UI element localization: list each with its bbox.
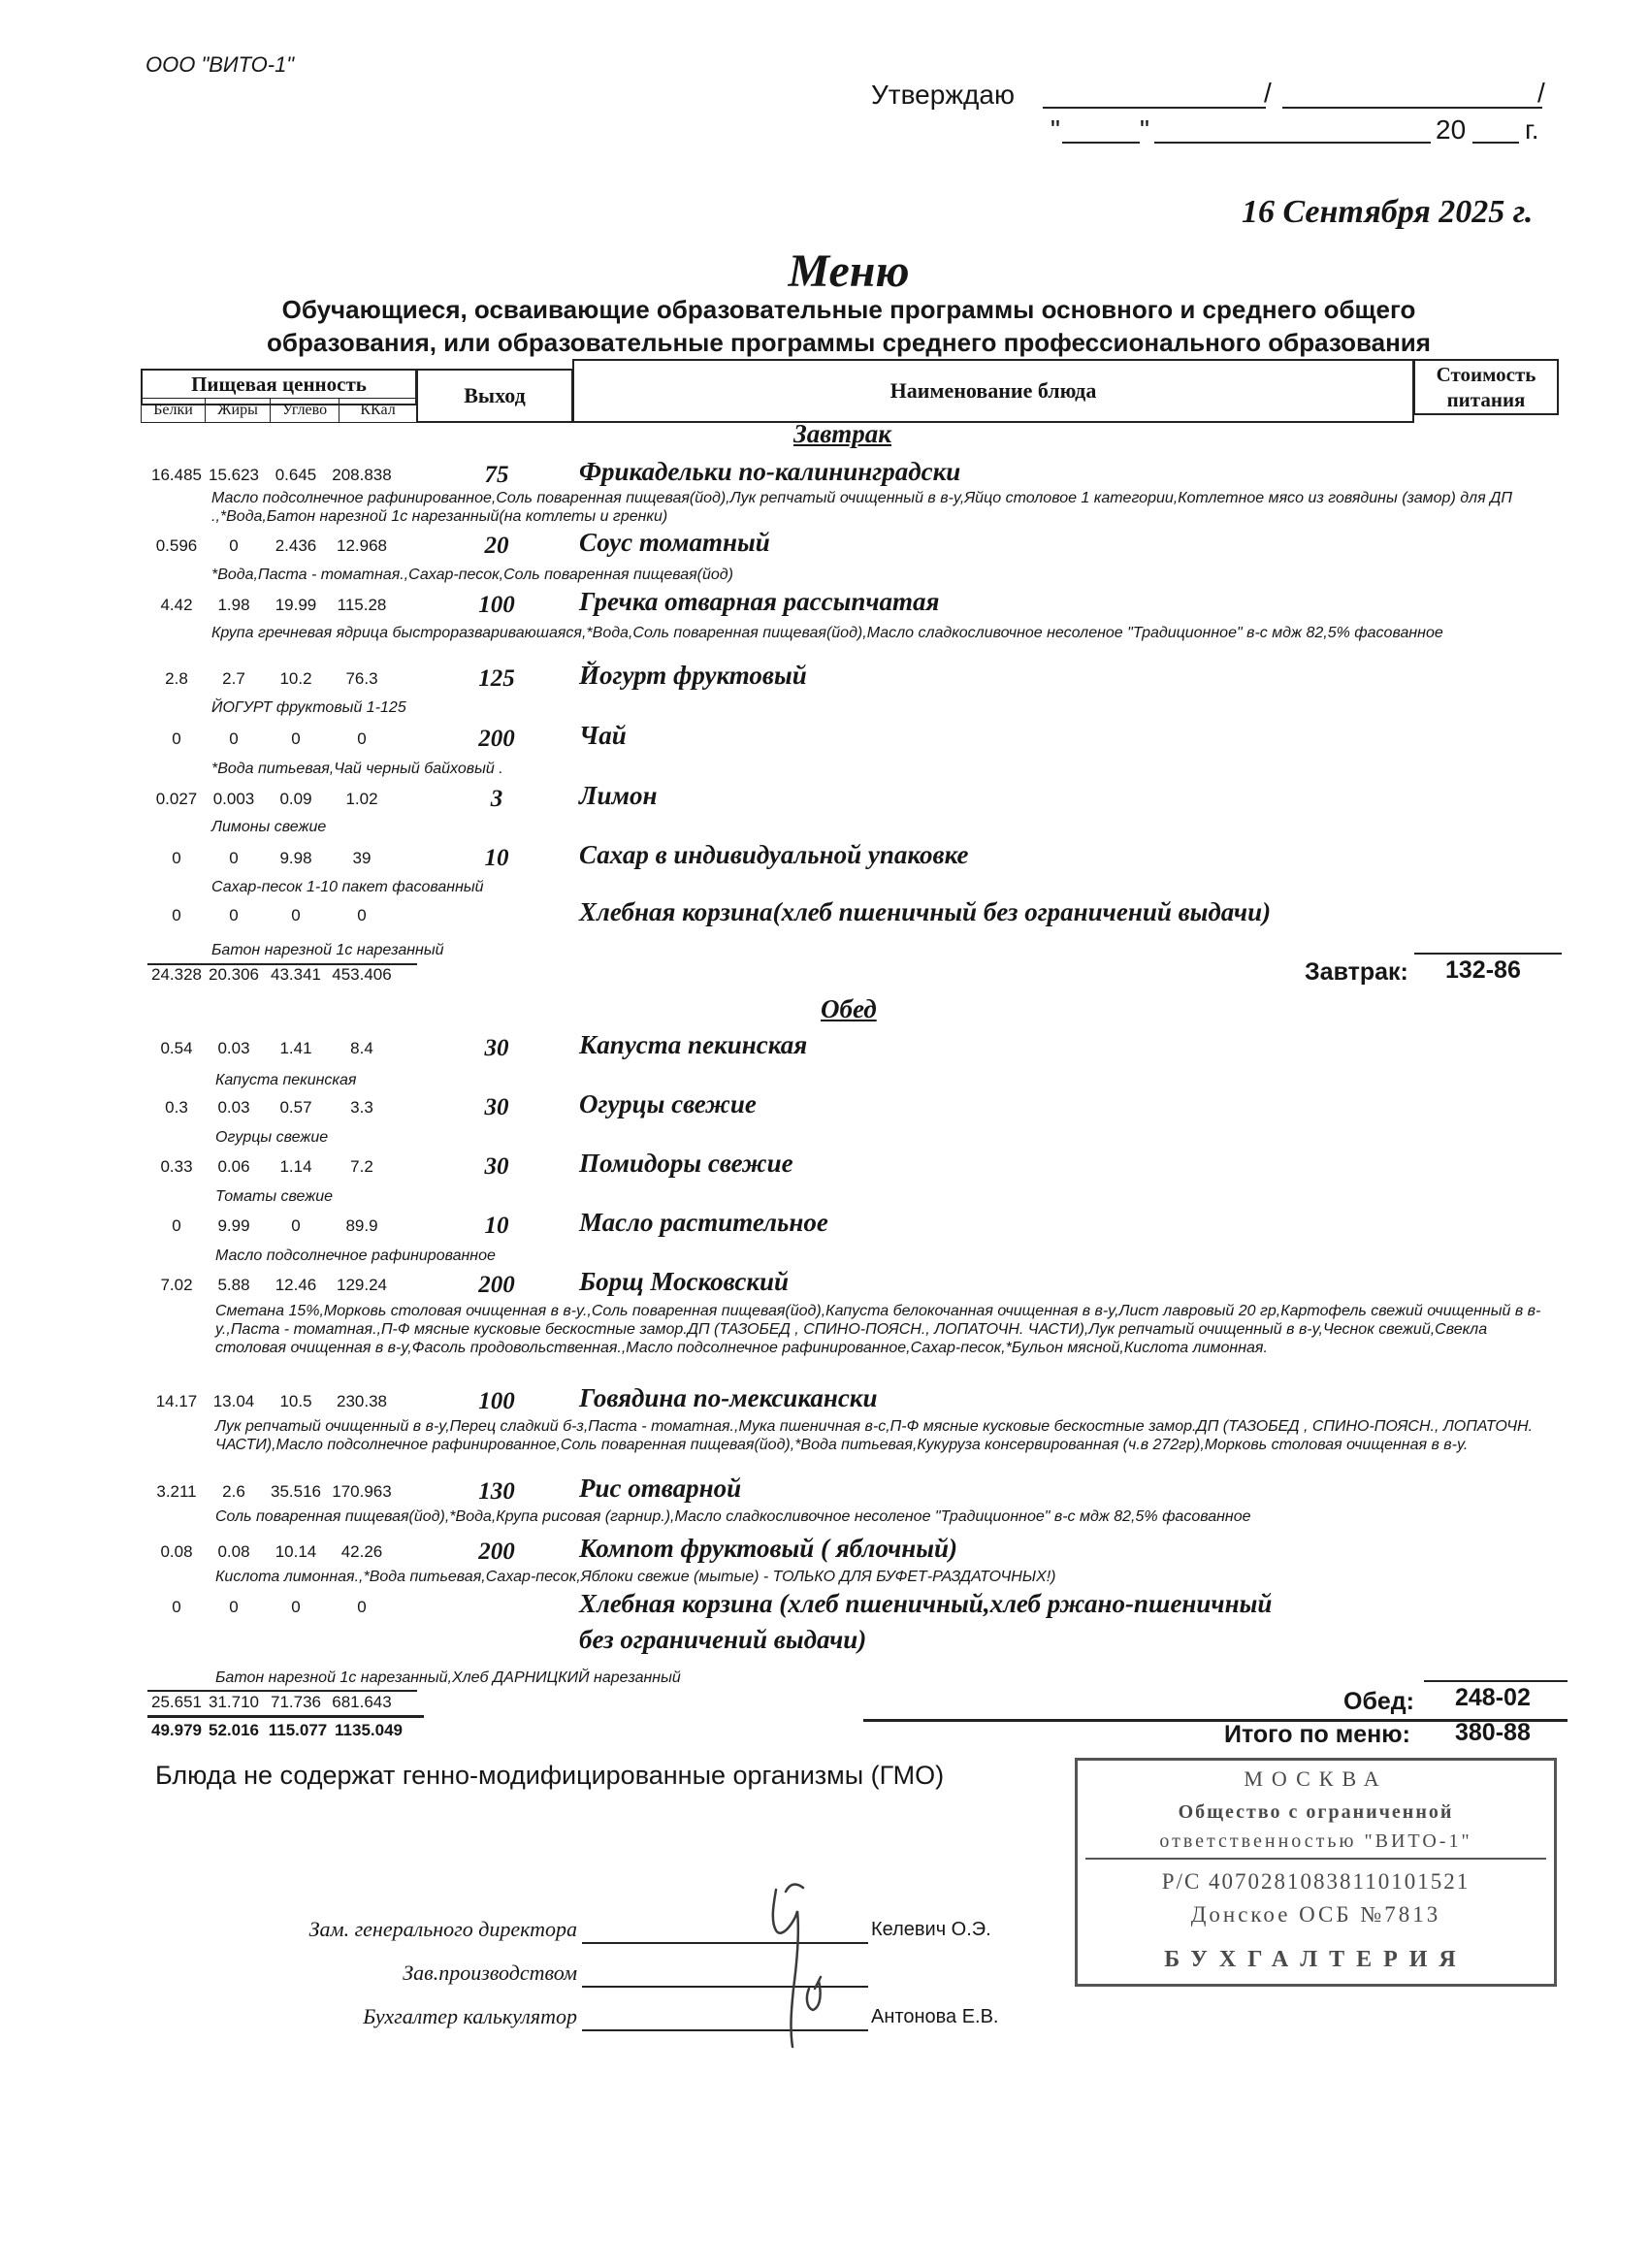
- item-dish-name: Сахар в индивидуальной упаковке: [579, 840, 969, 869]
- item-proteins: 0.3: [165, 1098, 188, 1117]
- item-yield: 100: [478, 592, 515, 618]
- item-carbs: 0: [291, 1216, 301, 1235]
- item-carbs: 9.98: [279, 849, 312, 867]
- lunch-sum-value: 248-02: [1455, 1684, 1531, 1711]
- stamp-line-1: МОСКВА: [1244, 1766, 1388, 1791]
- item-proteins: 7.02: [160, 1276, 193, 1294]
- item-fats: 13.04: [212, 1392, 255, 1410]
- gmo-note: Блюда не содержат генно-модифицированные организмы (ГМО): [155, 1761, 945, 1790]
- approve-name-line: [1282, 107, 1542, 109]
- item-carbs: 0: [291, 729, 301, 748]
- item-yield: 130: [478, 1478, 515, 1505]
- grand-total-kcal: 1135.049: [335, 1721, 403, 1739]
- item-kcal: 208.838: [332, 466, 392, 484]
- item-kcal: 129.24: [337, 1276, 387, 1294]
- item-proteins: 0.08: [160, 1542, 193, 1561]
- item-dish-name: Фрикадельки по-калининградски: [579, 457, 961, 486]
- item-proteins: 0: [172, 729, 181, 748]
- stamp-line-4: Р/С 40702810838110101521: [1161, 1869, 1471, 1894]
- item-proteins: 0.027: [155, 790, 198, 808]
- item-fats: 0: [229, 849, 239, 867]
- breakfast-sum-line: [1414, 953, 1562, 955]
- header-cost: [1413, 359, 1559, 415]
- menu-date: 16 Сентября 2025 г.: [1242, 194, 1534, 230]
- item-ingredients: Кислота лимонная.,*Вода питьевая,Сахар-песок,Яблоки свежие (мытые) - ТОЛЬКО ДЛЯ БУФЕТ-РАЗДАТОЧНЫХ!): [215, 1569, 1056, 1585]
- item-dish-name: Соус томатный: [579, 528, 770, 557]
- grand-total-fats: 52.016: [209, 1721, 259, 1739]
- item-fats: 1.98: [217, 596, 250, 614]
- item-kcal: 1.02: [345, 790, 378, 808]
- item-dish-name: Хлебная корзина(хлеб пшеничный без ограничений выдачи): [579, 897, 1272, 926]
- item-dish-name: Масло растительное: [579, 1208, 828, 1237]
- approve-label: Утверждаю: [871, 80, 1015, 110]
- item-proteins: 2.8: [165, 669, 188, 688]
- header-cost-line1: Стоимость: [1436, 363, 1536, 386]
- item-ingredients: *Вода,Паста - томатная.,Сахар-песок,Соль поваренная пищевая(йод): [211, 567, 733, 583]
- item-ingredients: Огурцы свежие: [215, 1129, 329, 1146]
- item-dish-name: Компот фруктовый ( яблочный): [579, 1534, 958, 1563]
- lunch-total-proteins: 25.651: [151, 1693, 202, 1711]
- item-proteins: 4.42: [160, 596, 193, 614]
- stamp-divider: [1085, 1858, 1546, 1860]
- item-dish-name: Гречка отварная рассыпчатая: [579, 587, 940, 616]
- item-dish-name: Капуста пекинская: [579, 1030, 808, 1059]
- grand-totals-line: [147, 1715, 424, 1718]
- item-ingredients: Соль поваренная пищевая(йод),*Вода,Крупа рисовая (гарнир.),Масло сладкосливочное несоленое "Традиционное" в-с мдж 82,5% фасованное: [215, 1508, 1251, 1525]
- header-kcal: ККал: [339, 398, 417, 423]
- item-kcal: 0: [357, 1598, 367, 1616]
- header-yield: Выход: [416, 369, 573, 423]
- item-ingredients: Батон нарезной 1с нарезанный: [211, 942, 444, 958]
- item-fats: 0.03: [217, 1039, 250, 1057]
- item-carbs: 12.46: [275, 1276, 317, 1294]
- grand-total-carbs: 115.077: [268, 1721, 328, 1739]
- item-carbs: 10.5: [279, 1392, 312, 1410]
- item-ingredients: Масло подсолнечное рафинированное: [215, 1247, 496, 1264]
- lunch-totals-line: [147, 1690, 417, 1692]
- item-proteins: 0: [172, 906, 181, 924]
- item-kcal: 230.38: [337, 1392, 387, 1410]
- item-kcal: 115.28: [337, 596, 387, 614]
- item-kcal: 76.3: [345, 669, 378, 688]
- signature-role-2: Зав.производством: [403, 1960, 577, 1985]
- item-kcal: 12.968: [337, 536, 387, 555]
- stamp-line-3: ответственностью "ВИТО-1": [1159, 1831, 1472, 1852]
- header-fats: Жиры: [205, 398, 271, 423]
- total-value: 380-88: [1455, 1719, 1531, 1746]
- item-proteins: 3.211: [156, 1482, 197, 1501]
- item-carbs: 10.14: [275, 1542, 317, 1561]
- breakfast-title: Завтрак: [793, 419, 891, 448]
- item-yield: 200: [478, 726, 515, 752]
- item-yield: 200: [478, 1539, 515, 1565]
- lunch-sum-label: Обед:: [1343, 1688, 1414, 1715]
- item-fats: 0: [229, 906, 239, 924]
- item-ingredients: Сметана 15%,Морковь столовая очищенная в в-у.,Соль поваренная пищевая(йод),Капуста белокочанная очищенная в в-у,Лист лавровый 20 гр,Картофель свежий очищенный в в-у.,Паста - томатная.,П-Ф мясные кусковые бескостные замор.ДП (ТАЗОБЕД , СПИНО-ПОЯСН., ЛОПАТОЧН. ЧАСТИ),Лук репчатый очищенный в в-у,Чеснок свежий,Свекла столовая очищенная в в-у,Фасоль продовольственная.,Масло подсолнечное рафинированное,Сахар-песок,*Бульон мясной,Кислота лимонная.: [215, 1303, 1541, 1356]
- item-fats: 15.623: [209, 466, 259, 484]
- item-carbs: 0.57: [279, 1098, 312, 1117]
- approve-signature-line: [1043, 107, 1266, 109]
- item-proteins: 14.17: [155, 1392, 198, 1410]
- year-prefix: 20: [1436, 114, 1467, 145]
- stamp-line-6: БУХГАЛТЕРИЯ: [1164, 1947, 1468, 1972]
- breakfast-total-fats: 20.306: [209, 965, 259, 984]
- item-fats: 5.88: [217, 1276, 250, 1294]
- item-kcal: 42.26: [340, 1542, 383, 1561]
- lunch-total-carbs: 71.736: [271, 1693, 321, 1711]
- item-dish-name: Лимон: [579, 781, 658, 810]
- item-proteins: 0.54: [160, 1039, 193, 1057]
- item-fats: 0: [229, 729, 239, 748]
- item-kcal: 0: [357, 729, 367, 748]
- item-fats: 0.08: [217, 1542, 250, 1561]
- item-ingredients: *Вода питьевая,Чай черный байховый .: [211, 761, 503, 777]
- lunch-total-kcal: 681.643: [332, 1693, 392, 1711]
- subtitle-line-1: Обучающиеся, осваивающие образовательные программы основного и среднего общего: [281, 295, 1416, 324]
- item-ingredients: Томаты свежие: [215, 1188, 334, 1205]
- item-kcal: 7.2: [350, 1157, 373, 1176]
- item-yield: 10: [484, 1213, 509, 1239]
- year-suffix: г.: [1525, 114, 1539, 145]
- date-quote-close: ": [1140, 114, 1149, 145]
- date-quote-open: ": [1051, 114, 1060, 145]
- company-name: ООО "ВИТО-1": [146, 52, 295, 77]
- breakfast-total-carbs: 43.341: [271, 965, 321, 984]
- item-ingredients: Лимоны свежие: [211, 819, 327, 835]
- company-stamp: [1075, 1758, 1557, 1987]
- item-kcal: 0: [357, 906, 367, 924]
- item-proteins: 0: [172, 849, 181, 867]
- lunch-total-fats: 31.710: [209, 1693, 259, 1711]
- item-dish-name: Помидоры свежие: [579, 1149, 793, 1178]
- signature-role-1: Зам. генерального директора: [308, 1917, 577, 1941]
- item-yield: 30: [484, 1035, 509, 1061]
- signature-name-3: Антонова Е.В.: [871, 2006, 999, 2027]
- lunch-sum-line: [1424, 1680, 1568, 1682]
- header-proteins: Белки: [141, 398, 206, 423]
- item-carbs: 1.41: [279, 1039, 312, 1057]
- item-proteins: 16.485: [151, 466, 202, 484]
- item-ingredients: Капуста пекинская: [215, 1072, 357, 1088]
- signature-role-3: Бухгалтер калькулятор: [363, 2004, 577, 2028]
- item-carbs: 0: [291, 1598, 301, 1616]
- header-cost-line2: питания: [1446, 388, 1526, 411]
- item-kcal: 39: [352, 849, 372, 867]
- item-carbs: 0.09: [279, 790, 312, 808]
- item-dish-name: Огурцы свежие: [579, 1089, 757, 1118]
- approve-slash: /: [1264, 78, 1272, 108]
- item-ingredients: Крупа гречневая ядрица быстроразвариваюшаяся,*Вода,Соль поваренная пищевая(йод),Масло сладкосливочное несоленое "Традиционное" в-с мдж 82,5% фасованное: [211, 625, 1443, 641]
- item-yield: 100: [478, 1388, 515, 1414]
- page-title: Меню: [788, 245, 910, 297]
- item-dish-name: Рис отварной: [579, 1474, 742, 1503]
- year-line: [1472, 142, 1519, 144]
- item-yield: 30: [484, 1153, 509, 1180]
- item-carbs: 2.436: [275, 536, 317, 555]
- item-carbs: 35.516: [271, 1482, 321, 1501]
- item-proteins: 0.596: [155, 536, 198, 555]
- item-yield: 20: [484, 533, 509, 559]
- breakfast-sum-value: 132-86: [1445, 956, 1521, 984]
- item-proteins: 0: [172, 1216, 181, 1235]
- item-ingredients: ЙОГУРТ фруктовый 1-125: [211, 699, 406, 716]
- item-fats: 2.6: [222, 1482, 245, 1501]
- item-carbs: 10.2: [279, 669, 312, 688]
- subtitle-line-2: образования, или образовательные программы среднего профессионального образования: [267, 328, 1431, 357]
- item-fats: 0: [229, 536, 239, 555]
- item-yield: 200: [478, 1272, 515, 1298]
- item-kcal: 89.9: [345, 1216, 378, 1235]
- item-carbs: 1.14: [279, 1157, 312, 1176]
- item-kcal: 170.963: [332, 1482, 392, 1501]
- item-fats: 9.99: [217, 1216, 250, 1235]
- item-ingredients: Сахар-песок 1-10 пакет фасованный: [211, 879, 484, 895]
- breakfast-total-kcal: 453.406: [332, 965, 392, 984]
- item-dish-name: Борщ Московский: [579, 1267, 790, 1296]
- header-dish-name: Наименование блюда: [572, 359, 1414, 423]
- item-carbs: 0.645: [275, 466, 317, 484]
- item-fats: 0.003: [212, 790, 255, 808]
- handwritten-signature: [747, 1863, 863, 2057]
- item-carbs: 0: [291, 906, 301, 924]
- item-kcal: 3.3: [350, 1098, 373, 1117]
- item-yield: 3: [490, 786, 503, 812]
- approve-slash-end: /: [1537, 78, 1545, 108]
- date-day-line: [1062, 142, 1140, 144]
- grand-total-proteins: 49.979: [151, 1721, 202, 1739]
- item-proteins: 0: [172, 1598, 181, 1616]
- item-proteins: 0.33: [160, 1157, 193, 1176]
- item-fats: 0: [229, 1598, 239, 1616]
- item-ingredients: Масло подсолнечное рафинированное,Соль поваренная пищевая(йод),Лук репчатый очищенный в в-у,Яйцо столовое 1 категории,Котлетное мясо из говядины (замор) для ДП .,*Вода,Батон нарезной 1с нарезанный(на котлеты и гренки): [211, 490, 1512, 525]
- stamp-line-5: Донское ОСБ №7813: [1190, 1902, 1441, 1927]
- header-nutrition: Пищевая ценность: [141, 369, 417, 405]
- item-dish-name: Йогурт фруктовый: [579, 661, 807, 690]
- item-dish-name: Чай: [579, 721, 627, 750]
- date-month-line: [1154, 142, 1431, 144]
- item-dish-name-line2: без ограничений выдачи): [579, 1625, 867, 1654]
- item-fats: 0.06: [217, 1157, 250, 1176]
- item-yield: 30: [484, 1094, 509, 1120]
- stamp-line-2: Общество с ограниченной: [1178, 1801, 1454, 1823]
- signature-name-1: Келевич О.Э.: [871, 1919, 991, 1940]
- item-dish-name: Хлебная корзина (хлеб пшеничный,хлеб ржано-пшеничный: [579, 1589, 1273, 1618]
- item-yield: 75: [484, 462, 509, 488]
- item-ingredients: Лук репчатый очищенный в в-у,Перец сладкий б-з,Паста - томатная.,Мука пшеничная в-с,П-Ф мясные кусковые бескостные замор.ДП (ТАЗОБЕД , СПИНО-ПОЯСН., ЛОПАТОЧН. ЧАСТИ),Масло подсолнечное рафинированное,Соль поваренная пищевая(йод),*Вода питьевая,Кукуруза консервированная (ч.в 272гр),Морковь столовая очищенная в в-у.: [215, 1418, 1534, 1453]
- breakfast-total-proteins: 24.328: [151, 965, 202, 984]
- item-dish-name: Говядина по-мексикански: [579, 1383, 878, 1412]
- total-label: Итого по меню:: [1224, 1721, 1410, 1748]
- item-fats: 2.7: [222, 669, 245, 688]
- item-yield: 125: [478, 665, 515, 692]
- item-kcal: 8.4: [350, 1039, 373, 1057]
- item-ingredients: Батон нарезной 1с нарезанный,Хлеб ДАРНИЦКИЙ нарезанный: [215, 1669, 681, 1686]
- item-yield: 10: [484, 845, 509, 871]
- item-carbs: 19.99: [275, 596, 317, 614]
- item-fats: 0.03: [217, 1098, 250, 1117]
- header-carbs: Углево: [270, 398, 340, 423]
- lunch-title: Обед: [821, 994, 877, 1023]
- breakfast-sum-label: Завтрак:: [1305, 958, 1408, 986]
